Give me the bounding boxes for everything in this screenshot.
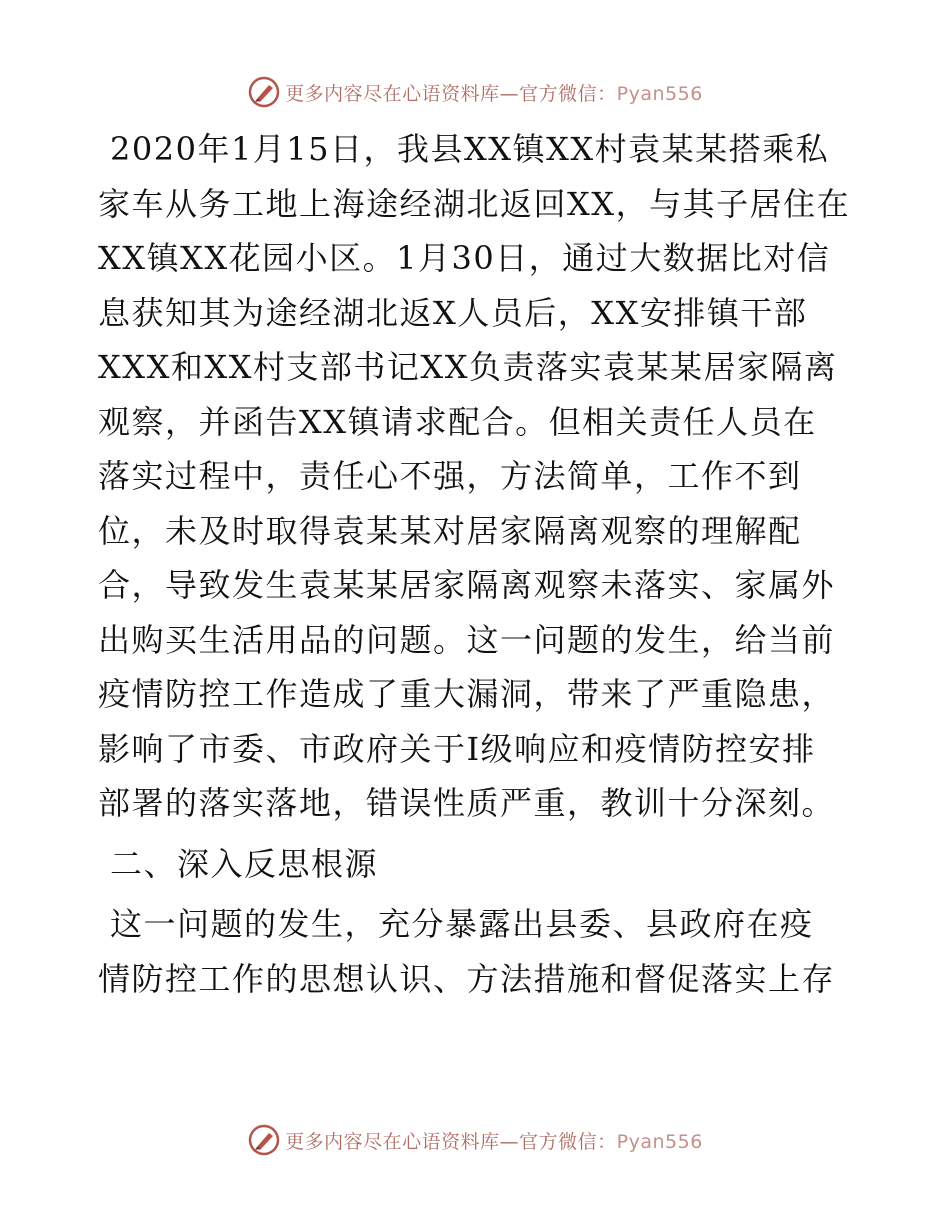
text-line: 合，导致发生袁某某居家隔离观察未落实、家属外 (98, 566, 836, 604)
pen-seal-icon (247, 1123, 281, 1157)
paragraph-1 (98, 122, 858, 831)
watermark-text: 更多内容尽在心语资料库—官方微信：Pyan556 (285, 82, 703, 105)
text-line: 家车从务工地上海途经湖北返回XX，与其子居住在 (98, 184, 851, 223)
text-line: 息获知其为途经湖北返X人员后，XX安排镇干部 (98, 293, 808, 332)
text-line: 疫情防控工作造成了重大漏洞，带来了严重隐患， (98, 675, 836, 713)
watermark-handle: Pyan556 (616, 82, 703, 105)
document-body (98, 122, 858, 1006)
text-line: XXX和XX村支部书记XX负责落实袁某某居家隔离 (98, 348, 838, 386)
watermark-text: 更多内容尽在心语资料库—官方微信：Pyan556 (285, 1130, 703, 1153)
pen-seal-icon (247, 75, 281, 109)
text-line: 影响了市委、市政府关于Ⅰ级响应和疫情防控安排 (98, 729, 816, 768)
section-heading: 二、深入反思根源 (110, 844, 379, 883)
text-line: 部署的落实落地，错误性质严重，教训十分深刻。 (98, 784, 836, 822)
text-line: 落实过程中，责任心不强，方法简单，工作不到 (98, 457, 802, 495)
paragraph-2 (98, 897, 858, 1006)
text-line: 这一问题的发生，充分暴露出县委、县政府在疫 (110, 905, 814, 943)
text-line: 情防控工作的思想认识、方法措施和督促落实上存 (98, 959, 836, 998)
text-line: XX镇XX花园小区。1月30日，通过大数据比对信 (98, 239, 831, 277)
watermark-banner-top (0, 72, 950, 112)
watermark-handle: Pyan556 (616, 1130, 703, 1153)
text-line: 观察，并函告XX镇请求配合。但相关责任人员在 (98, 402, 817, 441)
text-line: 2020年1月15日，我县XX镇XX村袁某某搭乘私 (110, 130, 830, 168)
text-line: 位，未及时取得袁某某对居家隔离观察的理解配 (98, 511, 802, 550)
watermark-banner-bottom (0, 1120, 950, 1160)
text-line: 出购买生活用品的问题。这一问题的发生，给当前 (98, 620, 836, 659)
